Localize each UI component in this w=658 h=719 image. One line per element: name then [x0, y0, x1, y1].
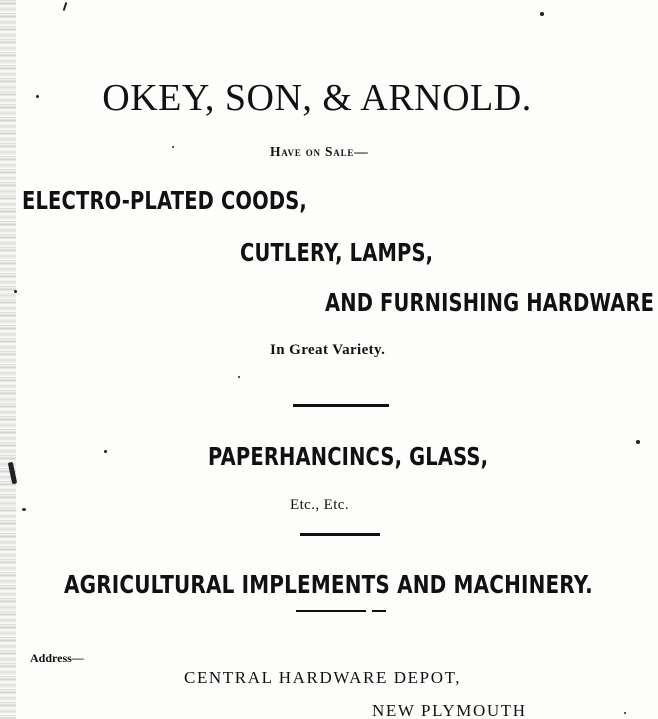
scan-speck: [238, 376, 240, 378]
product-line-agricultural: AGRICULTURAL IMPLEMENTS AND MACHINERY.: [64, 570, 593, 599]
address-line-town: NEW PLYMOUTH: [372, 701, 527, 719]
scan-speck: [540, 12, 544, 16]
scan-speck: [22, 508, 26, 511]
scan-speck: [636, 440, 640, 444]
address-line-depot: CENTRAL HARDWARE DEPOT,: [184, 668, 462, 687]
product-line-electroplated: ELECTRO-PLATED COODS,: [22, 186, 308, 215]
divider-rule: [293, 404, 389, 407]
business-name: OKEY, SON, & ARNOLD.: [102, 77, 532, 119]
variety-note: In Great Variety.: [270, 342, 386, 358]
scan-speck: [104, 450, 107, 453]
scan-speck: [624, 712, 626, 714]
product-line-paperhangings: PAPERHANCINCS, GLASS,: [208, 442, 489, 471]
divider-rule: [300, 533, 380, 536]
product-line-cutlery: CUTLERY, LAMPS,: [240, 238, 434, 267]
scan-speck: [63, 2, 68, 11]
scan-speck: [172, 146, 174, 148]
etc-note: Etc., Etc.: [290, 497, 349, 513]
scan-speck: [14, 290, 17, 293]
address-label: Address—: [30, 651, 84, 665]
have-on-sale-heading: Have on Sale—: [270, 144, 369, 159]
product-line-hardware: AND FURNISHING HARDWARE: [325, 288, 655, 317]
divider-rule: [296, 610, 366, 612]
divider-rule: [372, 610, 386, 612]
